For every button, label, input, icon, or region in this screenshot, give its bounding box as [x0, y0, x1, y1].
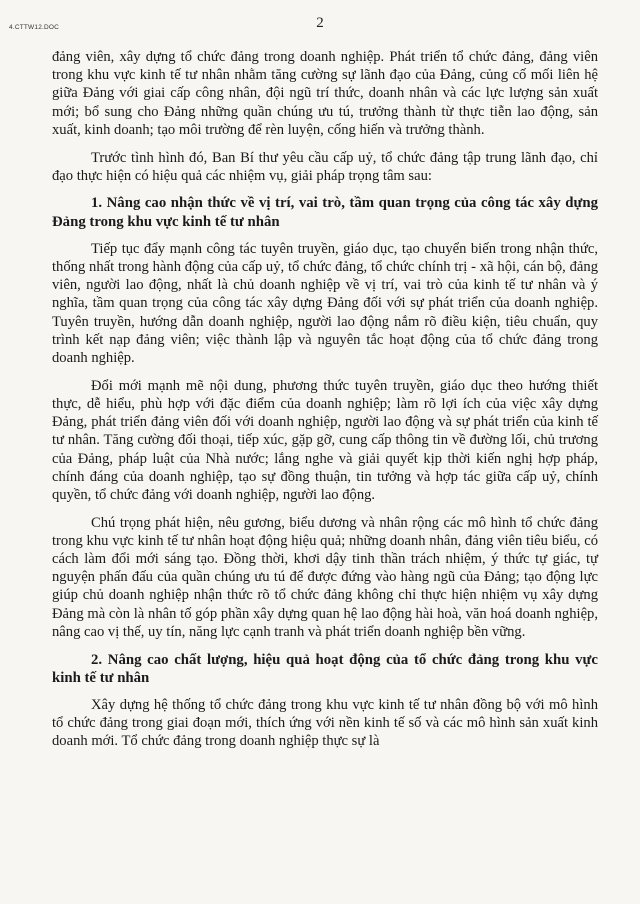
- paragraph: Đổi mới mạnh mẽ nội dung, phương thức tuyên truyền, giáo dục theo hướng thiết thực, dễ hiểu, phù hợp với đặc điểm của doanh nghiệp; làm rõ lợi ích của việc xây dựng Đảng, phát triển đảng viên đối với doanh nghiệp, người lao động và sự phát triển của kinh tế tư nhân. Tăng cường đối thoại, tiếp xúc, gặp gỡ, cung cấp thông tin về đường lối, chủ trương của Đảng, pháp luật của Nhà nước; lắng nghe và giải quyết kịp thời kiến nghị hợp pháp, chính đáng của doanh nghiệp, tạo sự đồng thuận, tin tưởng và hợp tác giữa cấp uỷ, chính quyền, tổ chức đảng với doanh nghiệp, người lao động.: [52, 377, 598, 503]
- paragraph-continuation: đảng viên, xây dựng tổ chức đảng trong doanh nghiệp. Phát triển tổ chức đảng, đảng viên trong khu vực kinh tế tư nhân nhằm tăng cường sự lãnh đạo của Đảng, củng cố mối liên hệ giữa Đảng với giai cấp công nhân, đội ngũ trí thức, doanh nhân và các lực lượng sản xuất mới; bổ sung cho Đảng những quần chúng ưu tú, trưởng thành từ thực tiễn lao động, sản xuất, kinh doanh; tạo môi trường để rèn luyện, cống hiến và trưởng thành.: [52, 49, 598, 138]
- paragraph: Tiếp tục đẩy mạnh công tác tuyên truyền, giáo dục, tạo chuyển biến trong nhận thức, thống nhất trong hành động của cấp uỷ, tổ chức đảng, tổ chức chính trị - xã hội, cán bộ, đảng viên, người lao động, nhất là chủ doanh nghiệp về vị trí, vai trò của kinh tế tư nhân và ý nghĩa, tầm quan trọng của công tác xây dựng Đảng đối với sự phát triển của doanh nghiệp. Tuyên truyền, hướng dẫn doanh nghiệp, người lao động nắm rõ điều kiện, tiêu chuẩn, quy trình kết nạp đảng viên; việc thành lập và nguyên tắc hoạt động của tổ chức đảng trong doanh nghiệp.: [52, 240, 598, 367]
- paragraph-intro: Trước tình hình đó, Ban Bí thư yêu cầu cấp uỷ, tổ chức đảng tập trung lãnh đạo, chỉ đạo thực hiện có hiệu quả các nhiệm vụ, giải pháp trọng tâm sau:: [52, 149, 598, 184]
- document-body: [52, 48, 598, 760]
- document-filename: 4.CTTW12.DOC: [9, 24, 60, 31]
- section-heading-1: 1. Nâng cao nhận thức về vị trí, vai trò, tầm quan trọng của công tác xây dựng Đảng trong khu vực kinh tế tư nhân: [52, 195, 598, 230]
- paragraph: Chú trọng phát hiện, nêu gương, biểu dương và nhân rộng các mô hình tổ chức đảng trong khu vực kinh tế tư nhân hoạt động hiệu quả; những doanh nhân, đảng viên tiêu biểu, có cách làm đổi mới sáng tạo. Đồng thời, khơi dậy tinh thần trách nhiệm, ý thức tự giác, tự nguyện phấn đấu của quần chúng ưu tú để được đứng vào hàng ngũ của Đảng; tạo động lực giúp chủ doanh nghiệp nhận thức rõ tổ chức đảng không chỉ thực hiện nhiệm vụ xây dựng Đảng mà còn là nhân tố góp phần xây dựng quan hệ lao động hài hoà, văn hoá doanh nghiệp, nâng cao vị thế, uy tín, năng lực cạnh tranh và phát triển doanh nghiệp bền vững.: [52, 514, 598, 640]
- section-heading-2: 2. Nâng cao chất lượng, hiệu quả hoạt động của tổ chức đảng trong khu vực kinh tế tư nhân: [52, 651, 598, 686]
- paragraph: Xây dựng hệ thống tổ chức đảng trong khu vực kinh tế tư nhân đồng bộ với mô hình tổ chức đảng trong giai đoạn mới, thích ứng với nền kinh tế số và các mô hình sản xuất kinh doanh mới. Tổ chức đảng trong doanh nghiệp thực sự là: [52, 697, 598, 750]
- page-number: 2: [316, 15, 324, 31]
